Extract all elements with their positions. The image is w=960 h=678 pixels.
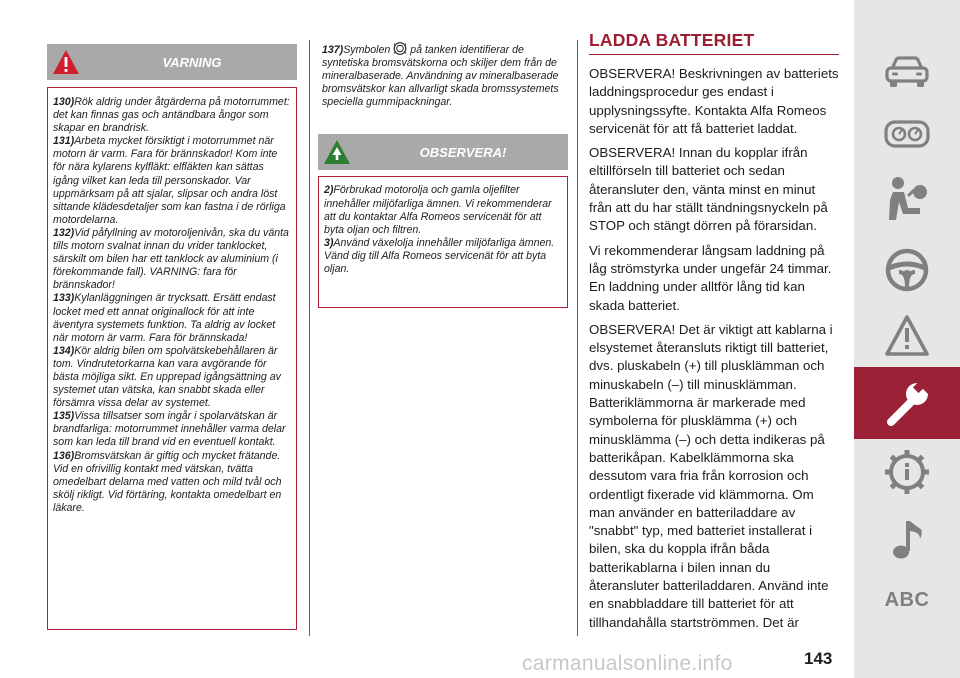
brake-fluid-symbol-icon <box>393 42 407 55</box>
note-number: 132) <box>53 226 75 239</box>
observera-note-3 <box>324 237 561 276</box>
note-number: 133) <box>53 292 75 305</box>
sidebar-item-safety[interactable] <box>854 168 960 234</box>
paragraph: OBSERVERA! Beskrivningen av batteriets laddningsprocedur ges endast i upplysningssyfte. Kontakta Alfa Romeos servicenät för att få batteriet laddat. <box>589 66 839 136</box>
sidebar-item-emergency[interactable] <box>854 306 960 366</box>
note-130 <box>53 96 290 135</box>
note-text: Kylanläggningen är trycksatt. Ersätt endast locket med ett annat originallock för att inte äventyra systemets funktion. Ta aldrig av locket när motorn är varm. Fara för brännskada! <box>53 292 276 344</box>
note-135 <box>53 410 290 449</box>
note-131 <box>53 135 290 227</box>
note-137 <box>318 40 568 109</box>
dashboard-icon <box>884 120 930 148</box>
note-132 <box>53 227 290 292</box>
paragraph: OBSERVERA! Det är viktigt att kablarna i elsystemet återansluts riktigt till batteriet, dvs. pluskabeln (+) till plusklämman och minuskabeln (–) till minusklämman. Batteriklämmorna är markerade med symbolerna för plusklämma (+) och minusklämma (–) och detta indikeras på batterikåpan. Kabelklämmorna ska dessutom vara fria från korrosion och ordentligt fixerade vid klämmorna. Om man använder en batteriladdare av "snabbt" typ, med batteriet installerat i bilen, ska du koppla ifrån båda batterikablarna i bilen innan du återansluter batteriladdaren. Använd inte en snabbladdare till batteriet för att tillhandahålla startströmmen. Det är <box>589 321 833 630</box>
note-number: 136) <box>53 449 75 462</box>
note-number: 135) <box>53 410 75 423</box>
note-text: Förbrukad motorolja och gamla oljefilter innehåller miljöfarliga ämnen. Vi rekommenderar att du kontaktar Alfa Romeos servicenät för att byta oljan och filtren. <box>324 184 552 236</box>
sidebar-item-multimedia[interactable] <box>854 510 960 570</box>
watermark: carmanualsonline.info <box>522 652 733 675</box>
sidebar-item-maintenance[interactable] <box>854 367 960 439</box>
note-text: Vissa tillsatser som ingår i spolarvätskan är brandfarliga: motorrummet innehåller varma delar som kan leda till brand vid en eventuell kontakt. <box>53 410 286 449</box>
observera-header <box>318 134 568 170</box>
paragraph: OBSERVERA! Innan du kopplar ifrån eltillförseln till batteriet och sedan återansluter den, vänta minst en minut från att du har ställt tändningsnyckeln på STOP och stängt dörren på förarsidan. <box>589 145 828 234</box>
note-text: Rök aldrig under åtgärderna på motorrummet: det kan finnas gas och antändbara ångor som skapar en brandrisk. <box>53 96 290 135</box>
paragraph: Vi rekommenderar långsam laddning på låg strömstyrka under ungefär 24 timmar. En laddning under alltför lång tid kan skada batteriet. <box>589 242 832 313</box>
note-text: Använd växelolja innehåller miljöfarliga ämnen. Vänd dig till Alfa Romeos servicenät för att byta oljan. <box>324 236 555 276</box>
warning-triangle-icon <box>884 314 930 358</box>
warning-header <box>47 44 297 80</box>
sidebar-item-driving[interactable] <box>854 240 960 300</box>
column-divider <box>577 40 578 636</box>
music-note-icon <box>887 517 927 563</box>
observera-notes <box>318 176 568 308</box>
note-number: 2) <box>324 184 334 197</box>
warning-triangle-icon <box>52 49 80 75</box>
observera-note-2 <box>324 184 561 236</box>
section-charging <box>589 30 841 638</box>
note-text: på tanken identifierar de syntetiska bromsvätskorna och skiljer dem från de mineralbaserade. Användning av mineralbaserade bromsvätskor kan allvarligt skada bromssystemets speciella gummipackningar. <box>322 44 559 109</box>
middle-column <box>318 40 568 308</box>
title-underline <box>589 54 839 55</box>
warning-notes <box>47 87 297 630</box>
sidebar-item-technical-data[interactable] <box>854 442 960 502</box>
sidebar-item-index[interactable] <box>854 580 960 620</box>
note-number: 130) <box>53 96 75 108</box>
note-133 <box>53 292 290 344</box>
airbag-seat-icon <box>884 176 930 226</box>
warning-title: VARNING <box>162 55 222 70</box>
note-text: Bromsvätskan är giftig och mycket frätande. Vid en ofrivillig kontakt med vätskan, tvätta omedelbart delarna med vatten och mild tvål och skölj rikligt. Vid förtäring, kontakta omedelbart en läkare. <box>53 449 282 514</box>
car-icon <box>884 55 930 89</box>
note-text: Symbolen <box>343 44 391 56</box>
note-number: 134) <box>53 344 75 357</box>
sidebar-item-dashboard[interactable] <box>854 106 960 162</box>
note-136 <box>53 450 290 515</box>
note-text: Arbeta mycket försiktigt i motorrummet när motorn är varm. Fara för brännskador! Kom inte för nära kylarens kylfläkt: elfläkten kan sättas igång vilket kan leda till personskador. Var uppmärksam på att sjalar, slipsar och andra löst sittande klädesdetaljer som kan fastna i de rörliga motordelarna. <box>53 135 286 226</box>
note-text: Vid påfyllning av motoroljenivån, ska du vänta tills motorn svalnat innan du vrider tanklocket, särskilt om bilen har ett tanklock av aluminium (i förekommande fall). VARNING: fara för brännskador! <box>53 226 289 292</box>
warning-box <box>47 44 297 630</box>
note-number: 131) <box>53 135 75 148</box>
environment-tree-icon <box>323 139 351 165</box>
steering-wheel-icon <box>884 247 930 293</box>
column-divider <box>309 40 310 636</box>
note-text: Kör aldrig bilen om spolvätskebehållaren är tom. Vindrutetorkarna kan vara avgörande för bästa möjliga sikt. En upprepad igångsättning av systemet utan vätska, kan snabbt skada eller försämra vissa delar av systemet. <box>53 344 281 410</box>
abc-icon: ABC <box>884 588 930 611</box>
observera-title: OBSERVERA! <box>419 145 507 161</box>
note-134 <box>53 345 290 410</box>
section-title: LADDA BATTERIET <box>589 30 755 50</box>
chapter-sidebar <box>854 0 960 678</box>
info-gear-icon <box>883 448 931 496</box>
note-number: 3) <box>324 236 334 249</box>
section-body <box>589 65 841 632</box>
note-number: 137) <box>322 44 344 56</box>
page-number: 143 <box>804 649 833 668</box>
wrench-icon <box>882 378 932 428</box>
sidebar-item-car[interactable] <box>854 40 960 104</box>
